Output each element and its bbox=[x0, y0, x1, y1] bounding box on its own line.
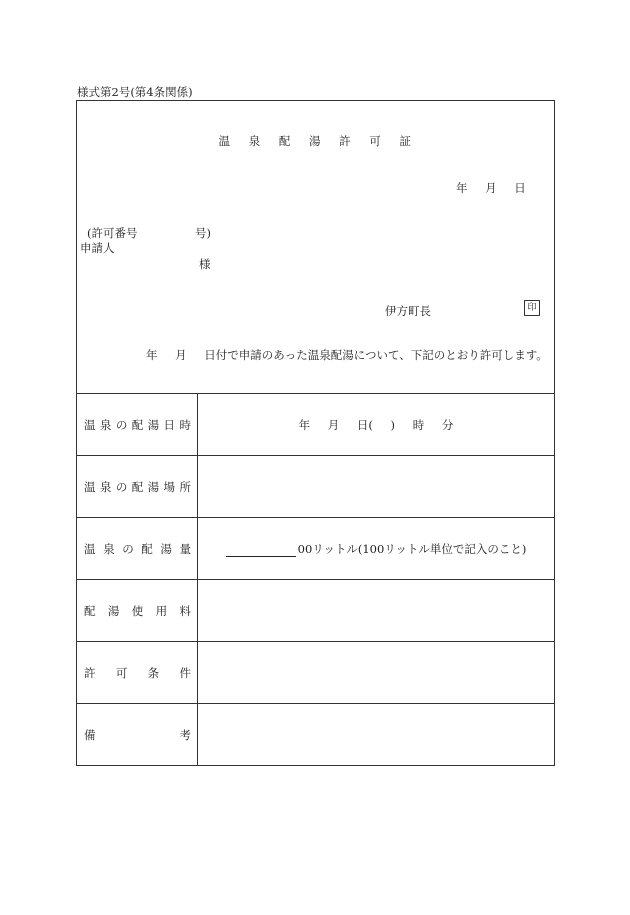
row-label-cell bbox=[77, 394, 198, 456]
form-number: 様式第2号(第4条関係) bbox=[77, 85, 193, 99]
label-char: 泉 bbox=[99, 479, 112, 494]
applicant-label: 申請人 bbox=[80, 241, 115, 255]
label-char: 量 bbox=[179, 541, 191, 556]
permit-number: (許可番号 号) bbox=[87, 226, 211, 240]
label-char: 湯 bbox=[147, 417, 160, 432]
label-char: 備 bbox=[84, 727, 96, 742]
label-char: 温 bbox=[84, 479, 96, 494]
row-value-cell[interactable] bbox=[198, 394, 555, 456]
label-char: 湯 bbox=[107, 603, 120, 618]
row-value-cell[interactable] bbox=[198, 456, 555, 518]
seal-stamp: 印 bbox=[524, 300, 540, 316]
table-row bbox=[77, 456, 555, 518]
issuer-name: 伊方町長 bbox=[385, 304, 431, 318]
row-label-cell bbox=[77, 704, 198, 766]
label-char: 考 bbox=[179, 727, 191, 742]
row-value-text: 年 月 日( ) 時 分 bbox=[298, 417, 454, 432]
row-value-cell[interactable] bbox=[198, 642, 555, 704]
label-char: 条 bbox=[147, 665, 160, 680]
label-char: 用 bbox=[155, 603, 168, 618]
row-label bbox=[77, 603, 197, 619]
label-char: 泉 bbox=[99, 417, 112, 432]
label-char: 湯 bbox=[147, 479, 160, 494]
table-row bbox=[77, 518, 555, 580]
table-row bbox=[77, 394, 555, 456]
issue-date-line: 年 月 日 bbox=[456, 181, 526, 195]
row-value-text: 00リットル(100リットル単位で記入のこと) bbox=[297, 541, 527, 556]
row-label bbox=[77, 479, 197, 495]
label-char: 時 bbox=[179, 417, 191, 432]
row-value-cell[interactable] bbox=[198, 704, 555, 766]
label-char: 可 bbox=[115, 665, 128, 680]
label-char: 温 bbox=[84, 417, 96, 432]
label-char: 許 bbox=[84, 665, 96, 680]
row-label-cell bbox=[77, 456, 198, 518]
label-char: 温 bbox=[84, 541, 96, 556]
row-label-cell bbox=[77, 642, 198, 704]
table-row bbox=[77, 642, 555, 704]
table-row bbox=[77, 704, 555, 766]
row-label bbox=[77, 665, 197, 681]
label-char: 場 bbox=[163, 479, 176, 494]
label-char: 配 bbox=[141, 541, 153, 556]
row-value bbox=[198, 417, 554, 433]
amount-blank-line bbox=[226, 543, 296, 557]
row-label bbox=[77, 541, 197, 557]
certificate-title: 温 泉 配 湯 許 可 証 bbox=[218, 134, 412, 148]
label-char: 泉 bbox=[103, 541, 115, 556]
label-char: 配 bbox=[131, 417, 144, 432]
honorific: 様 bbox=[199, 257, 211, 271]
table-row bbox=[77, 580, 555, 642]
label-char: 所 bbox=[179, 479, 191, 494]
row-label-cell bbox=[77, 518, 198, 580]
label-char: 湯 bbox=[160, 541, 172, 556]
row-value-cell[interactable] bbox=[198, 518, 555, 580]
label-char: の bbox=[115, 417, 128, 432]
row-value-cell[interactable] bbox=[198, 580, 555, 642]
row-label bbox=[77, 727, 197, 743]
row-label bbox=[77, 417, 197, 433]
row-label-cell bbox=[77, 580, 198, 642]
label-char: の bbox=[122, 541, 134, 556]
label-char: 配 bbox=[84, 603, 96, 618]
label-char: 配 bbox=[131, 479, 144, 494]
label-char: 使 bbox=[131, 603, 144, 618]
detail-table bbox=[76, 393, 555, 766]
label-char: 日 bbox=[163, 417, 176, 432]
permit-statement: 年 月 日付で申請のあった温泉配湯について、下記のとおり許可します。 bbox=[146, 348, 548, 362]
label-char: 料 bbox=[179, 603, 191, 618]
row-value bbox=[198, 541, 554, 557]
label-char: 件 bbox=[179, 665, 191, 680]
label-char: の bbox=[115, 479, 128, 494]
